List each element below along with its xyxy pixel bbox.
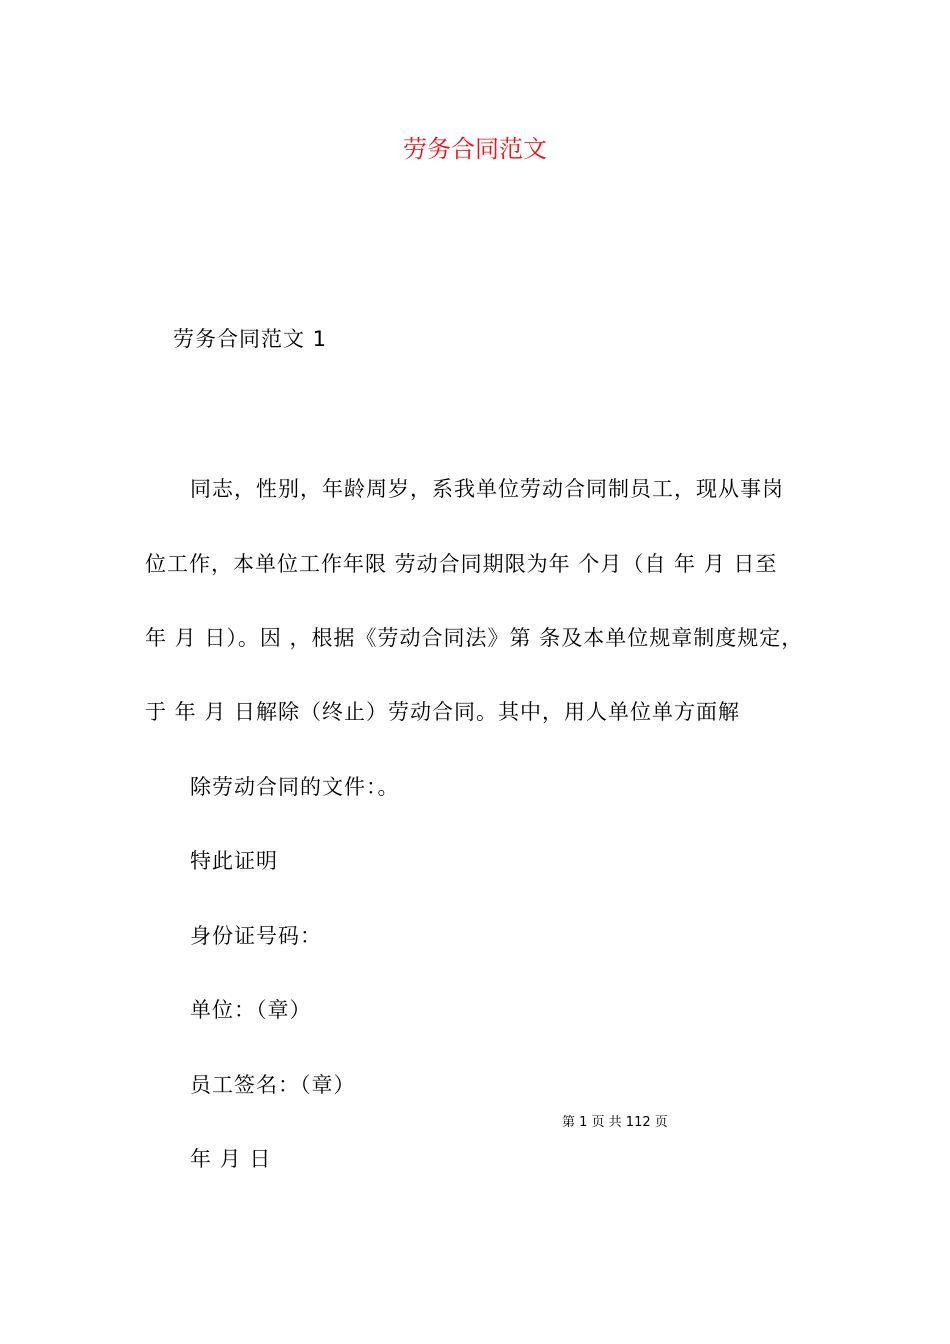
paragraph-line-1: 同志，性别，年龄周岁，系我单位劳动合同制员工，现从事岗 bbox=[190, 477, 784, 501]
document-title: 劳务合同范文 bbox=[403, 135, 547, 163]
paragraph-line-4: 于 年 月 日解除（终止）劳动合同。其中，用人单位单方面解 bbox=[145, 700, 741, 724]
paragraph-line-3: 年 月 日）。因 ，根据《劳动合同法》第 条及本单位规章制度规定， bbox=[145, 626, 804, 650]
certify-text: 特此证明 bbox=[190, 849, 278, 873]
id-number-label: 身份证号码： bbox=[190, 924, 322, 948]
paragraph-line-2: 位工作，本单位工作年限 劳动合同期限为年 个月（自 年 月 日至 bbox=[145, 552, 778, 576]
employee-signature-label: 员工签名：（章） bbox=[190, 1073, 356, 1097]
unit-label: 单位：（章） bbox=[190, 998, 312, 1022]
page-number-footer: 第 1 页 共 112 页 bbox=[562, 1115, 668, 1130]
date-label: 年 月 日 bbox=[190, 1147, 272, 1171]
section-subheading: 劳务合同范文 1 bbox=[173, 327, 328, 351]
paragraph-line-5: 除劳动合同的文件：。 bbox=[190, 775, 400, 799]
